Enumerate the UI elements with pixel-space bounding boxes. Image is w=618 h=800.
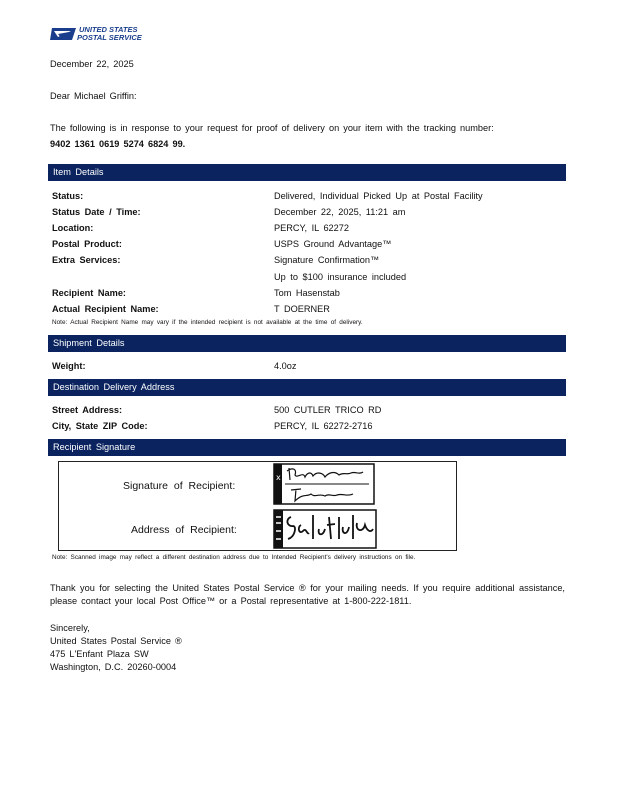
signature-label: Signature of Recipient: [123, 480, 236, 492]
signature-image [273, 463, 375, 505]
detail-label: Status: [52, 191, 84, 201]
eagle-icon [50, 26, 78, 42]
detail-label: Status Date / Time: [52, 207, 141, 217]
detail-value: Delivered, Individual Picked Up at Postal Facility [274, 191, 483, 201]
detail-row [52, 270, 562, 284]
sincerely: Sincerely, [50, 623, 90, 633]
greeting: Dear Michael Griffin: [50, 91, 137, 101]
item-details-header: Item Details [48, 164, 566, 181]
detail-value: Up to $100 insurance included [274, 272, 407, 282]
svg-text:x: x [276, 473, 281, 482]
shipment-details-header: Shipment Details [48, 335, 566, 352]
detail-label: Street Address: [52, 405, 123, 415]
recipient-signature-header: Recipient Signature [48, 439, 566, 456]
tracking-number: 9402 1361 0619 5274 6824 99. [50, 139, 186, 149]
detail-value: December 22, 2025, 11:21 am [274, 207, 406, 217]
detail-label: Extra Services: [52, 255, 121, 265]
letter-date: December 22, 2025 [50, 59, 134, 69]
logo-line-1: UNITED STATES [79, 25, 138, 34]
detail-row [52, 189, 562, 203]
detail-row [52, 221, 562, 235]
detail-row [52, 359, 562, 373]
detail-label: Postal Product: [52, 239, 122, 249]
detail-value: PERCY, IL 62272-2716 [274, 421, 373, 431]
detail-value: 500 CUTLER TRICO RD [274, 405, 382, 415]
logo-line-2: POSTAL SERVICE [77, 33, 142, 42]
detail-row [52, 286, 562, 300]
detail-value: USPS Ground Advantage™ [274, 239, 392, 249]
address-image [273, 509, 377, 549]
detail-label: Weight: [52, 361, 86, 371]
org-street: 475 L'Enfant Plaza SW [50, 649, 149, 659]
org-city: Washington, D.C. 20260-0004 [50, 662, 177, 672]
address-label: Address of Recipient: [131, 524, 237, 536]
detail-row [52, 302, 562, 316]
detail-label: Location: [52, 223, 94, 233]
signature-box [58, 461, 457, 551]
org-name: United States Postal Service ® [50, 636, 182, 646]
thank-you-text: Thank you for selecting the United States Postal Service ® for your mailing needs. If you require additional assistance, please contact your local Post Office™ or a Postal representative at 1-800-222-1811. [50, 583, 565, 606]
detail-label: Recipient Name: [52, 288, 126, 298]
detail-value: PERCY, IL 62272 [274, 223, 349, 233]
detail-value: 4.0oz [274, 361, 297, 371]
detail-row [52, 205, 562, 219]
recipient-name-note: Note: Actual Recipient Name may vary if the intended recipient is not available at the time of delivery. [52, 319, 363, 326]
detail-label: City, State ZIP Code: [52, 421, 148, 431]
scanned-image-note: Note: Scanned image may reflect a different destination address due to Intended Recipient's delivery instructions on file. [52, 554, 416, 561]
destination-header: Destination Delivery Address [48, 379, 566, 396]
detail-row [52, 253, 562, 267]
intro-text: The following is in response to your request for proof of delivery on your item with the tracking number: [50, 123, 494, 133]
detail-label: Actual Recipient Name: [52, 304, 159, 314]
detail-value: T DOERNER [274, 304, 330, 314]
detail-value: Signature Confirmation™ [274, 255, 380, 265]
detail-row [52, 237, 562, 251]
detail-value: Tom Hasenstab [274, 288, 340, 298]
detail-row [52, 403, 562, 417]
detail-row [52, 419, 562, 433]
usps-logo [50, 26, 150, 44]
